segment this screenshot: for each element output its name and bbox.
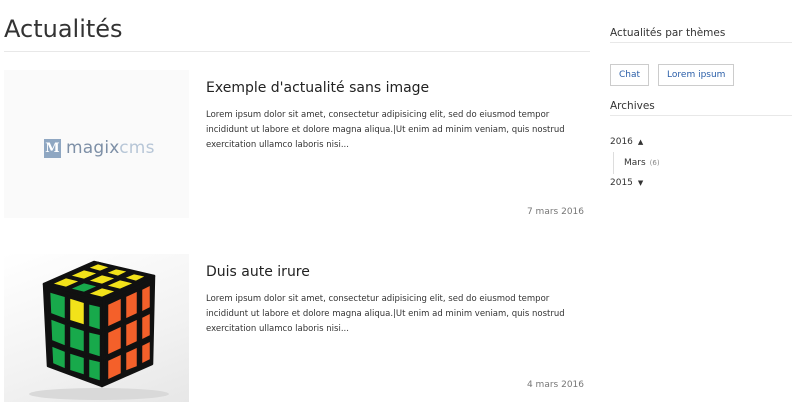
article-title[interactable]: Exemple d'actualité sans image xyxy=(206,80,430,96)
themes-title: Actualités par thèmes xyxy=(610,24,792,43)
theme-tags xyxy=(610,64,734,86)
archive-months xyxy=(613,152,660,174)
magixcms-logo: M magixcms xyxy=(45,138,155,158)
article-excerpt: Lorem ipsum dolor sit amet, consectetur adipisicing elit, sed do eiusmod tempor incididunt ut labore et dolore magna aliqua.|Ut enim ad minim veniam, quis nostrud exercitation ullamco laboris nisi... xyxy=(206,294,565,334)
tag-chat[interactable]: Chat xyxy=(610,64,649,86)
rubiks-cube-icon xyxy=(4,254,189,402)
archive-month-count: (6) xyxy=(649,159,660,167)
archive-year-2016[interactable]: 2016 ▲ xyxy=(610,137,644,147)
article-thumbnail[interactable] xyxy=(4,70,189,218)
article-excerpt: Lorem ipsum dolor sit amet, consectetur adipisicing elit, sed do eiusmod tempor incididunt ut labore et dolore magna aliqua.|Ut enim ad minim veniam, quis nostrud exercitation ullamco laboris nisi... xyxy=(206,110,565,150)
archive-year-2015[interactable]: 2015 ▼ xyxy=(610,178,644,188)
article-item xyxy=(4,70,590,226)
archive-month-mars[interactable]: Mars xyxy=(624,158,646,168)
caret-down-icon: ▼ xyxy=(637,179,644,187)
article-title[interactable]: Duis aute irure xyxy=(206,264,310,280)
archives-title: Archives xyxy=(610,97,792,116)
article-date: 4 mars 2016 xyxy=(526,380,584,390)
page-title: Actualités xyxy=(4,0,590,52)
article-thumbnail[interactable] xyxy=(4,254,189,402)
caret-up-icon: ▲ xyxy=(637,138,644,146)
main-content xyxy=(4,0,590,390)
article-item xyxy=(4,254,590,399)
tag-lorem-ipsum[interactable]: Lorem ipsum xyxy=(658,64,734,86)
article-date: 7 mars 2016 xyxy=(526,207,584,217)
logo-mark-icon: M xyxy=(45,140,60,156)
